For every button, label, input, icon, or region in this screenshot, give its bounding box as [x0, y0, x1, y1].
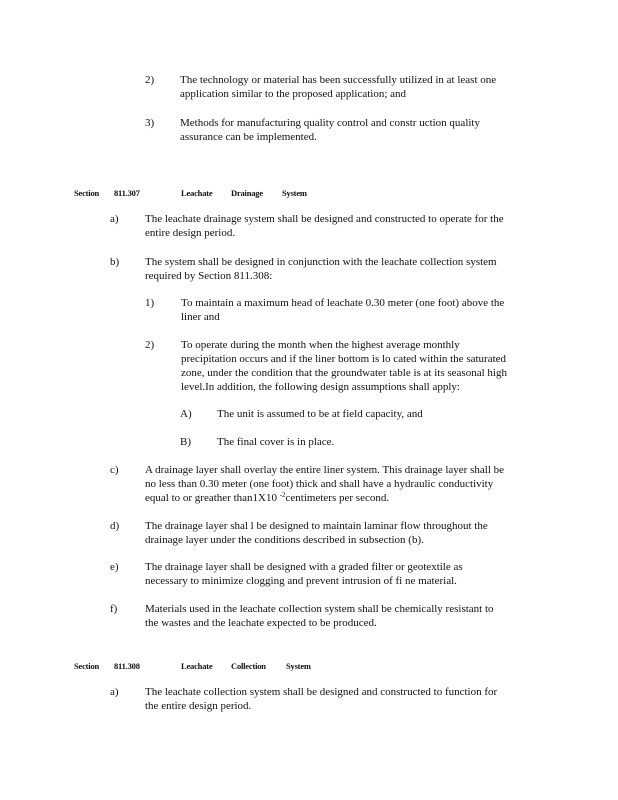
item-text-line: The leachate drainage system shall be designed and constructed to operate for the [145, 213, 504, 225]
item-text-line: liner and [181, 311, 220, 323]
item-text-line: entire design period. [145, 227, 236, 239]
item-text-line: The unit is assumed to be at field capacity, and [217, 408, 423, 420]
item-text-line: assurance can be implemented. [180, 131, 317, 143]
item-text-line: The leachate collection system shall be designed and constructed to function for [145, 686, 498, 698]
item-text-line: level.In addition, the following design assumptions shall apply: [181, 381, 460, 393]
section-title-part: Leachate [181, 661, 213, 671]
item-number: A) [180, 408, 192, 420]
item-number: c) [110, 464, 119, 476]
section-title-part: System [282, 188, 307, 198]
item-number: a) [110, 213, 119, 225]
item-text-line: the wastes and the leachate expected to be produced. [145, 617, 377, 629]
item-number: B) [180, 436, 191, 448]
section-number: 811.307 [114, 188, 140, 198]
item-number: d) [110, 520, 120, 532]
item-text-line: the entire design period. [145, 700, 252, 712]
item-number: a) [110, 686, 119, 698]
item-text-line: To operate during the month when the highest average monthly [181, 339, 460, 351]
item-text-line: The system shall be designed in conjunction with the leachate collection system [145, 256, 497, 268]
item-number: 1) [145, 297, 155, 309]
item-text-line: The drainage layer shal l be designed to maintain laminar flow throughout the [145, 520, 488, 532]
item-text-line: The drainage layer shall be designed with a graded filter or geotextile as [145, 561, 463, 573]
item-number: 3) [145, 117, 155, 129]
text-fragment: equal to or greather than1X10 [145, 492, 280, 504]
item-text-line [145, 491, 389, 505]
item-number: b) [110, 256, 120, 268]
item-text-line: Methods for manufacturing quality control and constr uction quality [180, 117, 480, 129]
item-number: 2) [145, 339, 155, 351]
item-text-line: The technology or material has been successfully utilized in at least one [180, 74, 497, 86]
section-title-part: System [286, 661, 311, 671]
section-title-part: Leachate [181, 188, 213, 198]
item-text-line: no less than 0.30 meter (one foot) thick and shall have a hydraulic conductivity [145, 478, 494, 490]
item-number: e) [110, 561, 119, 573]
section-number: 811.308 [114, 661, 140, 671]
item-text-line: To maintain a maximum head of leachate 0.30 meter (one foot) above the [181, 297, 505, 309]
item-text-line: Materials used in the leachate collection system shall be chemically resistant to [145, 603, 494, 615]
section-word: Section [74, 661, 100, 671]
item-text-line: A drainage layer shall overlay the entire liner system. This drainage layer shall be [145, 464, 505, 476]
item-text-line: application similar to the proposed application; and [180, 88, 407, 100]
section-title-part: Drainage [231, 188, 263, 198]
item-number: 2) [145, 74, 155, 86]
item-number: f) [110, 603, 118, 615]
text-fragment: centimeters per second. [285, 492, 390, 504]
item-text-line: necessary to minimize clogging and prevent intrusion of fi ne material. [145, 575, 457, 587]
item-text-line: drainage layer under the conditions described in subsection (b). [145, 534, 424, 546]
item-text-line: The final cover is in place. [217, 436, 335, 448]
superscript-exponent: -2 [279, 491, 286, 499]
item-text-line: zone, under the condition that the groundwater table is at its seasonal high [181, 367, 507, 379]
item-text-line: required by Section 811.308: [145, 270, 273, 282]
section-title-part: Collection [231, 661, 266, 671]
section-word: Section [74, 188, 100, 198]
item-text-line: precipitation occurs and if the liner bottom is lo cated within the saturated [181, 353, 507, 365]
